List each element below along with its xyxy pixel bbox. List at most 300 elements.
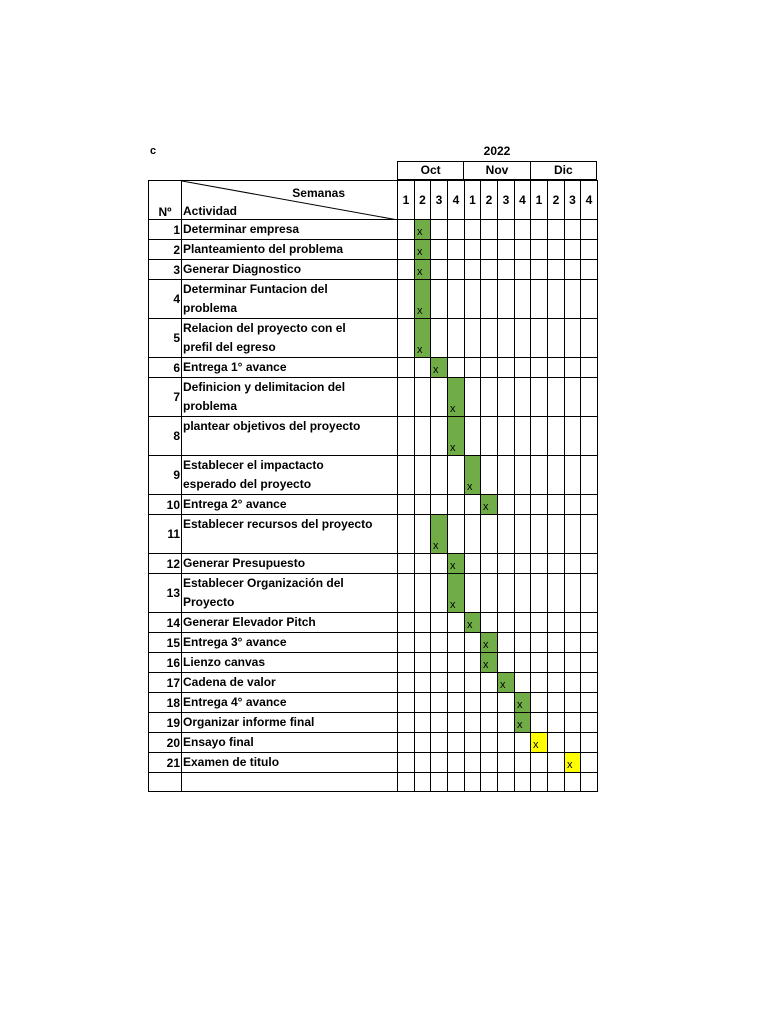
week-cell — [498, 693, 515, 713]
week-header-6: 2 — [481, 181, 498, 220]
scheduled-cell: x — [531, 733, 548, 753]
week-cell — [581, 515, 598, 554]
week-cell — [431, 613, 448, 633]
week-cell — [581, 633, 598, 653]
row-number: 19 — [149, 713, 182, 733]
row-number: 10 — [149, 495, 182, 515]
week-cell — [465, 653, 481, 673]
table-row — [149, 358, 598, 378]
table-row — [149, 495, 598, 515]
table-row — [149, 613, 598, 633]
table-row — [149, 456, 598, 495]
empty-cell — [431, 773, 448, 792]
week-cell — [448, 633, 465, 653]
month-nov: Nov — [463, 162, 529, 179]
week-cell — [565, 260, 581, 280]
activity-text: Establecer Organización del — [183, 576, 344, 590]
scheduled-cell: x — [415, 220, 431, 240]
week-cell — [431, 240, 448, 260]
scheduled-cell: x — [515, 713, 531, 733]
table-row — [149, 673, 598, 693]
week-cell — [481, 456, 498, 495]
empty-cell — [565, 773, 581, 792]
activity-text: Determinar Funtacion del — [183, 282, 328, 296]
week-cell — [565, 554, 581, 574]
week-header-1: 1 — [398, 181, 415, 220]
week-cell — [465, 319, 481, 358]
week-cell — [498, 753, 515, 773]
activity-text: Examen de titulo — [183, 755, 280, 769]
scheduled-cell: x — [415, 260, 431, 280]
row-number: 20 — [149, 733, 182, 753]
week-cell — [548, 673, 565, 693]
week-cell — [398, 358, 415, 378]
scheduled-cell: x — [565, 753, 581, 773]
week-cell — [448, 733, 465, 753]
week-cell — [415, 713, 431, 733]
activity-cell — [182, 319, 398, 358]
week-cell — [448, 456, 465, 495]
activity-text: problema — [183, 301, 238, 315]
week-cell — [448, 260, 465, 280]
week-cell — [515, 220, 531, 240]
activity-text: Planteamiento del problema — [183, 242, 344, 256]
table-row — [149, 515, 598, 554]
week-cell — [581, 378, 598, 417]
activity-cell — [182, 378, 398, 417]
empty-cell — [465, 773, 481, 792]
week-cell — [531, 753, 548, 773]
week-cell — [515, 240, 531, 260]
week-cell — [498, 417, 515, 456]
table-row — [149, 753, 598, 773]
row-number: 4 — [149, 280, 182, 319]
row-number: 15 — [149, 633, 182, 653]
week-cell — [548, 280, 565, 319]
week-cell — [498, 319, 515, 358]
week-cell — [415, 515, 431, 554]
week-cell — [431, 417, 448, 456]
activity-cell — [182, 260, 398, 280]
row-number: 1 — [149, 220, 182, 240]
header-row — [149, 181, 598, 220]
week-cell — [498, 613, 515, 633]
week-cell — [515, 653, 531, 673]
week-cell — [565, 653, 581, 673]
week-cell — [531, 456, 548, 495]
table-row — [149, 240, 598, 260]
week-cell — [565, 220, 581, 240]
empty-cell — [548, 773, 565, 792]
table-row — [149, 260, 598, 280]
activity-text: Entrega 4° avance — [183, 695, 287, 709]
week-cell — [565, 456, 581, 495]
week-cell — [515, 319, 531, 358]
week-cell — [515, 574, 531, 613]
week-cell — [581, 554, 598, 574]
week-cell — [431, 495, 448, 515]
week-cell — [465, 633, 481, 653]
empty-cell — [481, 773, 498, 792]
week-cell — [515, 673, 531, 693]
month-oct: Oct — [420, 163, 441, 177]
week-cell — [498, 220, 515, 240]
week-cell — [515, 495, 531, 515]
row-number: 21 — [149, 753, 182, 773]
empty-cell — [448, 773, 465, 792]
week-cell — [565, 240, 581, 260]
row-number: 6 — [149, 358, 182, 378]
weeks-label: Semanas — [292, 186, 345, 200]
week-cell — [565, 733, 581, 753]
activity-text: problema — [183, 399, 238, 413]
row-number: 9 — [149, 456, 182, 495]
activity-text: Cadena de valor — [183, 675, 276, 689]
week-cell — [415, 574, 431, 613]
activity-text: Determinar empresa — [183, 222, 300, 236]
month-dic: Dic — [530, 162, 596, 179]
week-cell — [531, 574, 548, 613]
week-cell — [465, 280, 481, 319]
activity-text: Definicion y delimitacion del — [183, 380, 346, 394]
week-cell — [581, 753, 598, 773]
week-cell — [581, 240, 598, 260]
week-cell — [398, 260, 415, 280]
week-cell — [515, 554, 531, 574]
week-cell — [415, 753, 431, 773]
week-cell — [581, 673, 598, 693]
week-cell — [465, 713, 481, 733]
table-row — [149, 653, 598, 673]
row-number: 12 — [149, 554, 182, 574]
table-row — [149, 220, 598, 240]
row-number: 17 — [149, 673, 182, 693]
week-cell — [581, 574, 598, 613]
week-cell — [498, 515, 515, 554]
activity-text: Proyecto — [183, 595, 235, 609]
week-cell — [531, 358, 548, 378]
row-number: 13 — [149, 574, 182, 613]
week-cell — [581, 456, 598, 495]
week-cell — [398, 713, 415, 733]
week-cell — [515, 733, 531, 753]
week-cell — [398, 613, 415, 633]
week-cell — [398, 319, 415, 358]
scheduled-cell: x — [431, 515, 448, 554]
activity-cell — [182, 574, 398, 613]
week-cell — [565, 613, 581, 633]
row-number: 16 — [149, 653, 182, 673]
week-cell — [398, 378, 415, 417]
activity-text: Generar Diagnostico — [183, 262, 302, 276]
empty-row — [149, 773, 598, 792]
week-cell — [448, 220, 465, 240]
week-cell — [431, 673, 448, 693]
week-cell — [531, 673, 548, 693]
row-number: 18 — [149, 693, 182, 713]
week-cell — [548, 417, 565, 456]
scheduled-cell: x — [481, 653, 498, 673]
row-number: 8 — [149, 417, 182, 456]
week-cell — [465, 554, 481, 574]
week-cell — [465, 753, 481, 773]
activity-text: Generar Presupuesto — [183, 556, 306, 570]
week-cell — [465, 240, 481, 260]
week-cell — [481, 358, 498, 378]
week-cell — [481, 673, 498, 693]
week-cell — [498, 554, 515, 574]
week-cell — [398, 554, 415, 574]
week-cell — [465, 378, 481, 417]
week-header-11: 3 — [565, 181, 581, 220]
week-cell — [481, 280, 498, 319]
empty-cell — [498, 773, 515, 792]
week-cell — [481, 378, 498, 417]
week-cell — [398, 574, 415, 613]
week-cell — [415, 613, 431, 633]
week-cell — [465, 733, 481, 753]
week-cell — [548, 693, 565, 713]
table-row — [149, 633, 598, 653]
table-row — [149, 280, 598, 319]
week-header-2: 2 — [415, 181, 431, 220]
table-row — [149, 378, 598, 417]
week-cell — [548, 733, 565, 753]
week-header-5: 1 — [465, 181, 481, 220]
week-cell — [565, 693, 581, 713]
week-cell — [431, 574, 448, 613]
week-cell — [415, 417, 431, 456]
week-cell — [465, 220, 481, 240]
corner-mark: c — [150, 145, 157, 157]
week-cell — [431, 378, 448, 417]
week-cell — [581, 280, 598, 319]
week-cell — [515, 613, 531, 633]
week-cell — [398, 633, 415, 653]
activity-cell — [182, 733, 398, 753]
week-cell — [531, 633, 548, 653]
week-cell — [581, 733, 598, 753]
week-cell — [531, 417, 548, 456]
activity-cell — [182, 240, 398, 260]
table-row — [149, 713, 598, 733]
activity-cell — [182, 280, 398, 319]
week-cell — [565, 673, 581, 693]
activity-cell — [182, 673, 398, 693]
num-header: Nº — [149, 181, 182, 220]
week-cell — [398, 653, 415, 673]
activity-text: Lienzo canvas — [183, 655, 266, 669]
week-cell — [498, 633, 515, 653]
week-cell — [531, 554, 548, 574]
week-cell — [581, 653, 598, 673]
table-row — [149, 733, 598, 753]
table-row — [149, 554, 598, 574]
week-cell — [531, 515, 548, 554]
week-cell — [548, 495, 565, 515]
week-cell — [498, 653, 515, 673]
activity-header — [182, 181, 398, 220]
week-cell — [465, 574, 481, 613]
activity-text: Ensayo final — [183, 735, 254, 749]
week-cell — [481, 220, 498, 240]
week-cell — [498, 240, 515, 260]
activity-text: Entrega 2° avance — [183, 497, 287, 511]
activity-text — [183, 436, 397, 455]
empty-cell — [182, 773, 398, 792]
activity-text: Establecer recursos del proyecto — [183, 517, 373, 531]
week-cell — [548, 515, 565, 554]
week-cell — [481, 260, 498, 280]
row-number: 11 — [149, 515, 182, 554]
activity-cell — [182, 653, 398, 673]
week-cell — [448, 693, 465, 713]
table-row — [149, 417, 598, 456]
week-cell — [498, 495, 515, 515]
week-cell — [481, 713, 498, 733]
week-cell — [581, 693, 598, 713]
week-cell — [548, 653, 565, 673]
week-cell — [415, 673, 431, 693]
week-cell — [448, 653, 465, 673]
week-cell — [448, 280, 465, 319]
empty-cell — [415, 773, 431, 792]
row-number: 2 — [149, 240, 182, 260]
week-cell — [531, 280, 548, 319]
week-cell — [448, 613, 465, 633]
week-cell — [431, 220, 448, 240]
scheduled-cell: x — [481, 633, 498, 653]
week-cell — [448, 753, 465, 773]
scheduled-cell: x — [448, 417, 465, 456]
week-cell — [481, 753, 498, 773]
week-cell — [498, 574, 515, 613]
week-cell — [415, 495, 431, 515]
week-cell — [448, 358, 465, 378]
scheduled-cell: x — [415, 280, 431, 319]
week-cell — [398, 280, 415, 319]
week-cell — [515, 280, 531, 319]
week-cell — [565, 319, 581, 358]
scheduled-cell: x — [465, 613, 481, 633]
week-cell — [431, 554, 448, 574]
week-cell — [448, 319, 465, 358]
scheduled-cell: x — [481, 495, 498, 515]
scheduled-cell: x — [448, 574, 465, 613]
activity-cell — [182, 456, 398, 495]
week-cell — [481, 613, 498, 633]
week-cell — [398, 240, 415, 260]
week-cell — [581, 260, 598, 280]
week-cell — [531, 319, 548, 358]
week-cell — [531, 495, 548, 515]
row-number: 3 — [149, 260, 182, 280]
activity-cell — [182, 693, 398, 713]
week-cell — [415, 653, 431, 673]
week-cell — [415, 358, 431, 378]
week-cell — [548, 574, 565, 613]
week-cell — [498, 733, 515, 753]
week-cell — [481, 733, 498, 753]
activity-cell — [182, 220, 398, 240]
activity-text: prefil del egreso — [183, 340, 276, 354]
activity-text: Generar Elevador Pitch — [183, 615, 316, 629]
week-cell — [431, 733, 448, 753]
table-row — [149, 693, 598, 713]
week-cell — [481, 693, 498, 713]
empty-cell — [531, 773, 548, 792]
week-cell — [481, 240, 498, 260]
week-cell — [531, 713, 548, 733]
activity-text: Entrega 1° avance — [183, 360, 287, 374]
week-cell — [531, 378, 548, 417]
week-cell — [581, 713, 598, 733]
week-cell — [448, 495, 465, 515]
week-cell — [548, 358, 565, 378]
week-cell — [515, 260, 531, 280]
week-cell — [431, 713, 448, 733]
row-number: 14 — [149, 613, 182, 633]
week-cell — [415, 633, 431, 653]
week-cell — [548, 220, 565, 240]
week-cell — [515, 633, 531, 653]
activity-cell — [182, 554, 398, 574]
week-cell — [531, 653, 548, 673]
week-cell — [515, 417, 531, 456]
activity-text: plantear objetivos del proyecto — [183, 419, 361, 433]
week-cell — [531, 693, 548, 713]
week-cell — [398, 456, 415, 495]
week-header-7: 3 — [498, 181, 515, 220]
week-header-3: 3 — [431, 181, 448, 220]
week-cell — [431, 693, 448, 713]
week-cell — [581, 417, 598, 456]
week-cell — [565, 495, 581, 515]
week-cell — [515, 515, 531, 554]
week-cell — [431, 753, 448, 773]
week-cell — [515, 378, 531, 417]
week-cell — [581, 495, 598, 515]
activity-text — [183, 534, 397, 553]
week-header-10: 2 — [548, 181, 565, 220]
week-cell — [548, 613, 565, 633]
week-cell — [398, 495, 415, 515]
week-cell — [548, 240, 565, 260]
scheduled-cell: x — [515, 693, 531, 713]
week-cell — [548, 554, 565, 574]
week-cell — [398, 693, 415, 713]
scheduled-cell: x — [448, 378, 465, 417]
week-cell — [415, 554, 431, 574]
month-header-row — [397, 161, 597, 180]
week-cell — [548, 753, 565, 773]
week-cell — [465, 260, 481, 280]
week-cell — [565, 378, 581, 417]
week-cell — [431, 653, 448, 673]
week-cell — [515, 456, 531, 495]
week-cell — [465, 673, 481, 693]
week-cell — [581, 613, 598, 633]
row-number: 5 — [149, 319, 182, 358]
activity-text: Organizar informe final — [183, 715, 315, 729]
week-cell — [481, 319, 498, 358]
week-cell — [498, 280, 515, 319]
week-cell — [565, 713, 581, 733]
week-cell — [531, 613, 548, 633]
scheduled-cell: x — [448, 554, 465, 574]
week-cell — [398, 753, 415, 773]
week-cell — [415, 378, 431, 417]
